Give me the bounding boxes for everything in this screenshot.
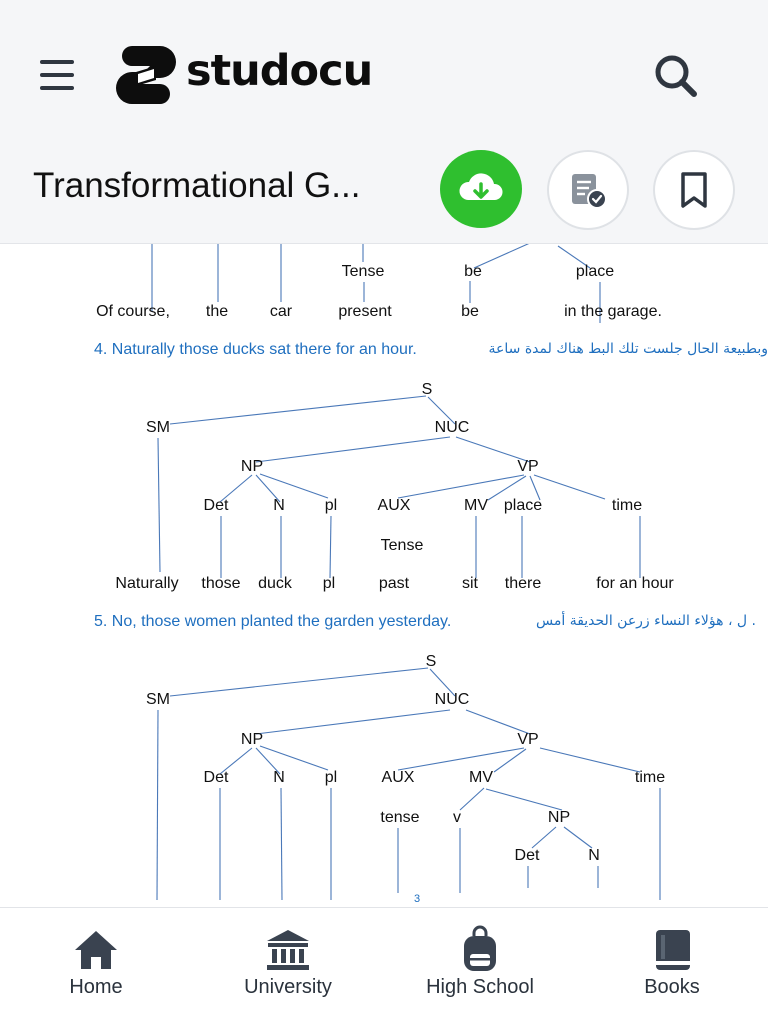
tree1-word: car (269, 303, 293, 320)
tree2-sm-node: SM (146, 419, 170, 436)
document-check-icon (549, 152, 627, 228)
tree3-det-node: Det (203, 769, 229, 786)
studocu-logo[interactable] (114, 42, 384, 108)
tree1-tense-label: Tense (341, 263, 385, 280)
menu-icon-bar (40, 86, 74, 90)
notes-button[interactable] (547, 150, 629, 230)
bookmark-icon (655, 152, 733, 228)
logo-text: studocu (186, 46, 373, 96)
tree3-v-node: v (453, 809, 461, 826)
tree3-tense-node: tense (380, 809, 420, 826)
document-title: Transformational G... (33, 166, 361, 205)
tree1-be-label: be (464, 263, 482, 280)
tree2-word: for an hour (596, 575, 674, 592)
tree2-tense-node: Tense (380, 537, 424, 554)
tree2-word: there (504, 575, 542, 592)
tree2-time-node: time (611, 497, 643, 514)
tree3-s-node: S (425, 653, 437, 670)
bookmark-button[interactable] (653, 150, 735, 230)
tree1-word: the (205, 303, 229, 320)
tree2-word: those (201, 575, 241, 592)
tree3-vp-node: VP (517, 731, 539, 748)
menu-icon-bar (40, 73, 74, 77)
tree3-nuc-node: NUC (434, 691, 470, 708)
tree2-n-node: N (273, 497, 285, 514)
tree3-aux-node: AUX (381, 769, 415, 786)
nav-university[interactable] (192, 908, 384, 1025)
nav-high-school[interactable] (384, 908, 576, 1025)
tree3-sm-node: SM (146, 691, 170, 708)
tree3-n-node: N (273, 769, 285, 786)
bottom-navigation (0, 907, 768, 1025)
nav-university-label: University (244, 976, 332, 998)
backpack-icon (456, 928, 504, 972)
tree2-word: sit (462, 575, 478, 592)
university-icon (264, 928, 312, 972)
page-number: 3 (414, 893, 421, 905)
tree1-word: present (338, 303, 392, 320)
tree2-s-node: S (421, 381, 433, 398)
tree2-aux-node: AUX (377, 497, 411, 514)
tree3-np-node: NP (240, 731, 264, 748)
tree2-vp-node: VP (517, 458, 539, 475)
tree2-word: duck (258, 575, 292, 592)
tree2-nuc-node: NUC (434, 419, 470, 436)
tree3-mv-node: MV (469, 769, 493, 786)
tree1-place-label: place (575, 263, 615, 280)
tree1-word: Of course, (96, 303, 170, 320)
nav-high-school-label: High School (426, 976, 534, 998)
menu-icon (40, 60, 74, 64)
tree1-word: be (461, 303, 479, 320)
tree2-word: pl (322, 575, 336, 592)
sentence-5-translation: . ل ، هؤلاء النساء زرعن الحديقة أمس (536, 613, 756, 629)
tree2-place-node: place (503, 497, 543, 514)
sentence-4: 4. Naturally those ducks sat there for an hour. (94, 341, 417, 358)
tree2-word: past (378, 575, 410, 592)
home-icon (72, 928, 120, 972)
search-icon (650, 50, 702, 102)
tree2-np-node: NP (240, 458, 264, 475)
top-header (0, 0, 768, 244)
tree3-n2-node: N (588, 847, 600, 864)
sentence-5: 5. No, those women planted the garden yesterday. (94, 613, 452, 630)
search-button[interactable] (650, 50, 702, 102)
tree2-mv-node: MV (464, 497, 488, 514)
tree3-pl-node: pl (324, 769, 338, 786)
nav-home-label: Home (69, 976, 123, 998)
tree2-det-node: Det (203, 497, 229, 514)
tree1-word: in the garage. (564, 303, 662, 320)
tree3-det2-node: Det (514, 847, 540, 864)
cloud-download-icon (440, 150, 522, 228)
tree3-np2-node: NP (547, 809, 571, 826)
download-button[interactable] (440, 150, 522, 228)
nav-books[interactable] (576, 908, 768, 1025)
menu-button[interactable] (36, 56, 80, 96)
tree2-word: Naturally (115, 575, 179, 592)
tree3-time-node: time (634, 769, 666, 786)
nav-home[interactable] (0, 908, 192, 1025)
book-icon (648, 928, 696, 972)
studocu-logo-icon (114, 44, 178, 106)
sentence-4-translation: وبطبيعة الحال جلست تلك البط هناك لمدة ساعة (488, 341, 768, 357)
nav-books-label: Books (644, 976, 700, 998)
tree2-pl-node: pl (324, 497, 338, 514)
